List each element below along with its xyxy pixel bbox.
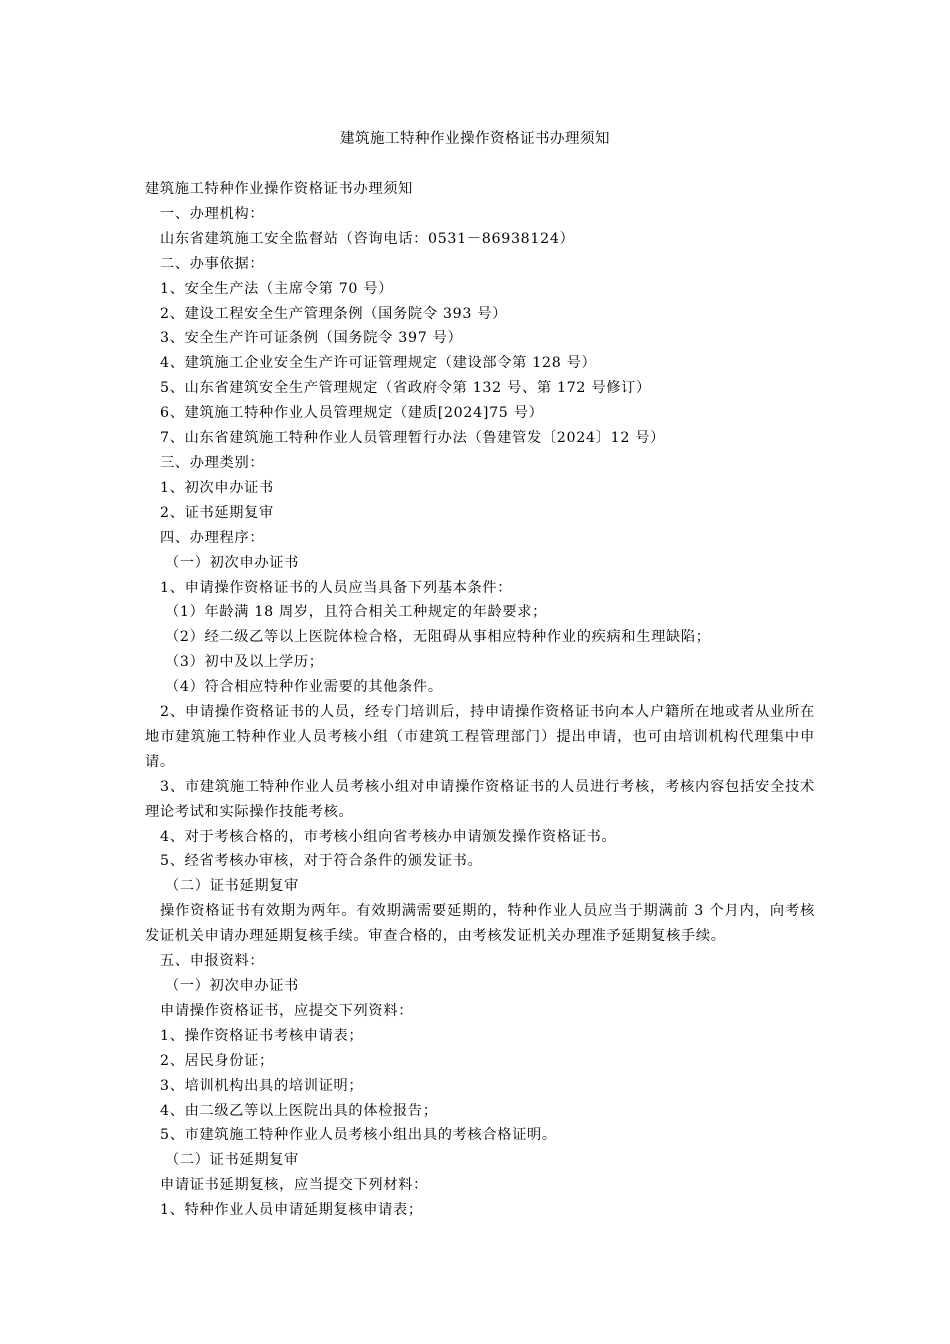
basis-item: 6、建筑施工特种作业人员管理规定（建质[2024]75 号） (160, 405, 544, 422)
subheading-renewal-materials: （二）证书延期复审 (165, 1152, 299, 1169)
subheading-renewal: （二）证书延期复审 (165, 878, 299, 895)
condition-item: （1）年龄满 18 周岁，且符合相关工种规定的年龄要求； (165, 604, 548, 621)
basis-item: 2、建设工程安全生产管理条例（国务院令 393 号） (160, 305, 508, 322)
material-item: 3、培训机构出具的培训证明； (160, 1077, 364, 1094)
basis-item: 7、山东省建筑施工特种作业人员管理暂行办法（鲁建管发〔2024〕12 号） (160, 430, 666, 447)
document-body (145, 177, 815, 1223)
subheading-initial-materials: （一）初次申办证书 (165, 978, 299, 994)
subheading-initial: （一）初次申办证书 (165, 554, 299, 571)
basis-item: 5、山东省建筑安全生产管理规定（省政府令第 132 号、第 172 号修订） (160, 380, 651, 397)
materials-intro: 申请操作资格证书，应提交下列资料： (160, 1002, 414, 1019)
material-item: 1、操作资格证书考核申请表； (160, 1027, 364, 1044)
category-item: 1、初次申办证书 (160, 479, 274, 496)
section-heading-basis: 二、办事依据： (160, 255, 265, 272)
basis-item: 1、安全生产法（主席令第 70 号） (160, 280, 394, 297)
materials-intro: 申请证书延期复核，应当提交下列材料： (160, 1177, 428, 1194)
section-heading-procedure: 四、办理程序： (160, 529, 265, 546)
condition-item: （2）经二级乙等以上医院体检合格，无阻碍从事相应特种作业的疾病和生理缺陷； (165, 629, 711, 646)
section-heading-agency: 一、办理机构： (160, 205, 265, 222)
renewal-text: 操作资格证书有效期为两年。有效期满需要延期的，特种作业人员应当于期满前 3 个月内，向考核发证机关申请办理延期复核手续。审查合格的，由考核发证机关办理准予延期复核手续。 (145, 903, 815, 945)
material-item: 2、居民身份证； (160, 1052, 274, 1069)
section-heading-materials: 五、申报资料： (160, 953, 265, 970)
page-title: 建筑施工特种作业操作资格证书办理须知 (340, 131, 610, 147)
agency-text: 山东省建筑施工安全监督站（咨询电话：0531－86938124） (160, 230, 575, 247)
procedure-item: 3、市建筑施工特种作业人员考核小组对申请操作资格证书的人员进行考核，考核内容包括安全技术理论考试和实际操作技能考核。 (145, 778, 815, 820)
document-subtitle: 建筑施工特种作业操作资格证书办理须知 (145, 181, 413, 197)
basis-item: 3、安全生产许可证条例（国务院令 397 号） (160, 330, 463, 347)
material-item: 4、由二级乙等以上医院出具的体检报告； (160, 1102, 438, 1119)
section-heading-category: 三、办理类别： (160, 454, 265, 471)
procedure-item: 4、对于考核合格的，市考核小组向省考核办申请颁发操作资格证书。 (160, 828, 617, 845)
basis-item: 4、建筑施工企业安全生产许可证管理规定（建设部令第 128 号） (160, 355, 597, 372)
procedure-item: 1、申请操作资格证书的人员应当具备下列基本条件： (160, 579, 513, 596)
procedure-item: 5、经省考核办审核，对于符合条件的颁发证书。 (160, 853, 483, 870)
procedure-item: 2、申请操作资格证书的人员，经专门培训后，持申请操作资格证书向本人户籍所在地或者从业所在地市建筑施工特种作业人员考核小组（市建筑工程管理部门）提出申请，也可由培训机构代理集中申请。 (145, 704, 815, 770)
category-item: 2、证书延期复审 (160, 504, 274, 521)
condition-item: （3）初中及以上学历； (165, 654, 324, 671)
material-item: 1、特种作业人员申请延期复核申请表； (160, 1202, 423, 1219)
material-item: 5、市建筑施工特种作业人员考核小组出具的考核合格证明。 (160, 1127, 557, 1144)
condition-item: （4）符合相应特种作业需要的其他条件。 (165, 679, 443, 696)
